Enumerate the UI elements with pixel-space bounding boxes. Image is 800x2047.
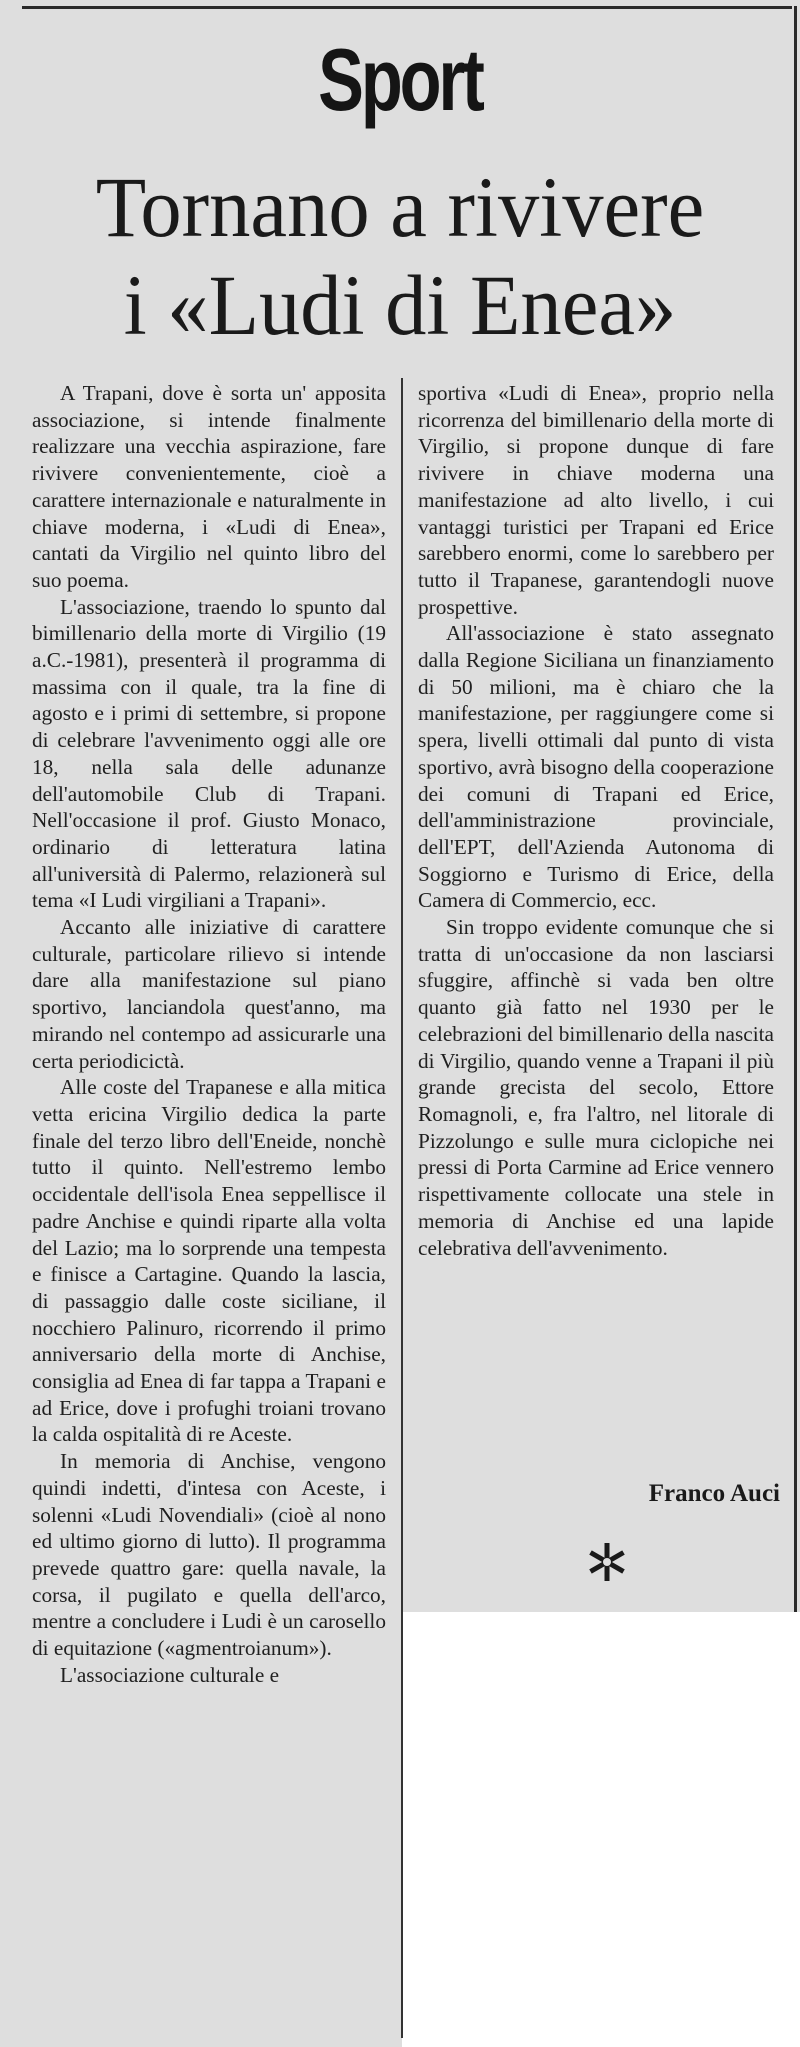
article-column-right xyxy=(418,380,774,1261)
paragraph: A Trapani, dove è sorta un' apposita associazione, si intende finalmente realizzare una vecchia aspirazione, fare rivivere convenientemente, cioè a carattere internazionale e naturalmente in chiave moderna, i «Ludi di Enea», cantati da Virgilio nel quinto libro del suo poema. xyxy=(32,381,386,592)
article-column-left xyxy=(32,380,386,1688)
top-rule xyxy=(22,6,792,9)
paragraph: Alle coste del Trapanese e alla mitica vetta ericina Virgilio dedica la parte finale del terzo libro dell'Eneide, nonchè tutto il quinto. Nell'estremo lembo occidentale dell'isola Enea seppellisce il padre Anchise e quindi riparte alla volta del Lazio; ma lo sorprende una tempesta e finisce a Cartagine. Quando la lascia, di passaggio dalle coste siciliane, il nocchiero Palinuro, ricorrendo il primo anniversario della morte di Anchise, consiglia ad Enea di far tappa a Trapani e ad Erice, dove i profughi troiani trovano la calda ospitalità di re Aceste. xyxy=(32,1075,386,1447)
author-signature: Franco Auci xyxy=(648,1480,780,1507)
column-divider xyxy=(401,378,403,2038)
paragraph: In memoria di Anchise, vengono quindi indetti, d'intesa con Aceste, i solenni «Ludi Novendiali» (cioè al nono ed ultimo giorno di lutto). Il programma prevede quattro gare: quella navale, la corsa, il pugilato e quella dell'arco, mentre a concludere i Ludi è un carosello di equitazione («agmentroianum»). xyxy=(32,1449,386,1661)
paragraph: L'associazione, traendo lo spunto dal bimillenario della morte di Virgilio (19 a.C.-1981), presenterà il programma di massima con il quale, tra la fine di agosto e i primi di settembre, si propone di celebrare l'avvenimento oggi alle ore 18, nella sala delle adunanze dell'automobile Club di Trapani. Nell'occasione il prof. Giusto Monaco, ordinario di letteratura latina all'università di Palermo, relazionerà sul tema «I Ludi virgiliani a Trapani». xyxy=(32,594,386,913)
right-rule xyxy=(794,6,797,1612)
paragraph: All'associazione è stato assegnato dalla Regione Siciliana un finanziamento di 50 milioni, ma è chiaro che la manifestazione, per raggiungere come si spera, livelli ottimali dal punto di vista sportivo, avrà bisogno della cooperazione dei comuni di Trapani ed Erice, dell'amministrazione provinciale, dell'EPT, dell'Azienda Autonoma di Soggiorno e Turismo di Erice, della Camera di Commercio, ecc. xyxy=(418,621,774,913)
headline-line-1: Tornano a rivivere xyxy=(95,159,705,255)
headline xyxy=(16,158,784,354)
section-title: Sport xyxy=(318,30,482,129)
paragraph: Sin troppo evidente comunque che si tratta di un'occasione da non lasciarsi sfuggire, affinchè si vada ben oltre quanto già fatto nel 1930 per le celebrazioni del bimillenario della nascita di Virgilio, quando venne a Trapani il più grande grecista del secolo, Ettore Romagnoli, e, fra l'altro, nel litorale di Pizzolungo e sulle mura ciclopiche nei pressi di Porta Carmine ad Erice vennero rispettivamente collocate una stele in memoria di Anchise ed una lapide celebrativa dell'avvenimento. xyxy=(418,915,774,1260)
paragraph: Accanto alle iniziative di carattere culturale, particolare rilievo si intende dare alla manifestazione sul piano sportivo, lanciandola quest'anno, ma mirando nel contempo ad assicurarle una certa periodicictà. xyxy=(32,915,386,1073)
paragraph: sportiva «Ludi di Enea», proprio nella ricorrenza del bimillenario della morte di Virgilio, si propone dunque di fare rivivere in chiave moderna una manifestazione ad alto livello, i cui vantaggi turistici per Trapani ed Erice sarebbero enormi, come lo sarebbero per tutto il Trapanese, garantendogli nuove prospettive. xyxy=(418,381,774,619)
headline-line-2: i «Ludi di Enea» xyxy=(123,257,677,353)
paragraph: L'associazione culturale e xyxy=(60,1662,280,1687)
asterisk-ornament-icon xyxy=(585,1540,629,1584)
